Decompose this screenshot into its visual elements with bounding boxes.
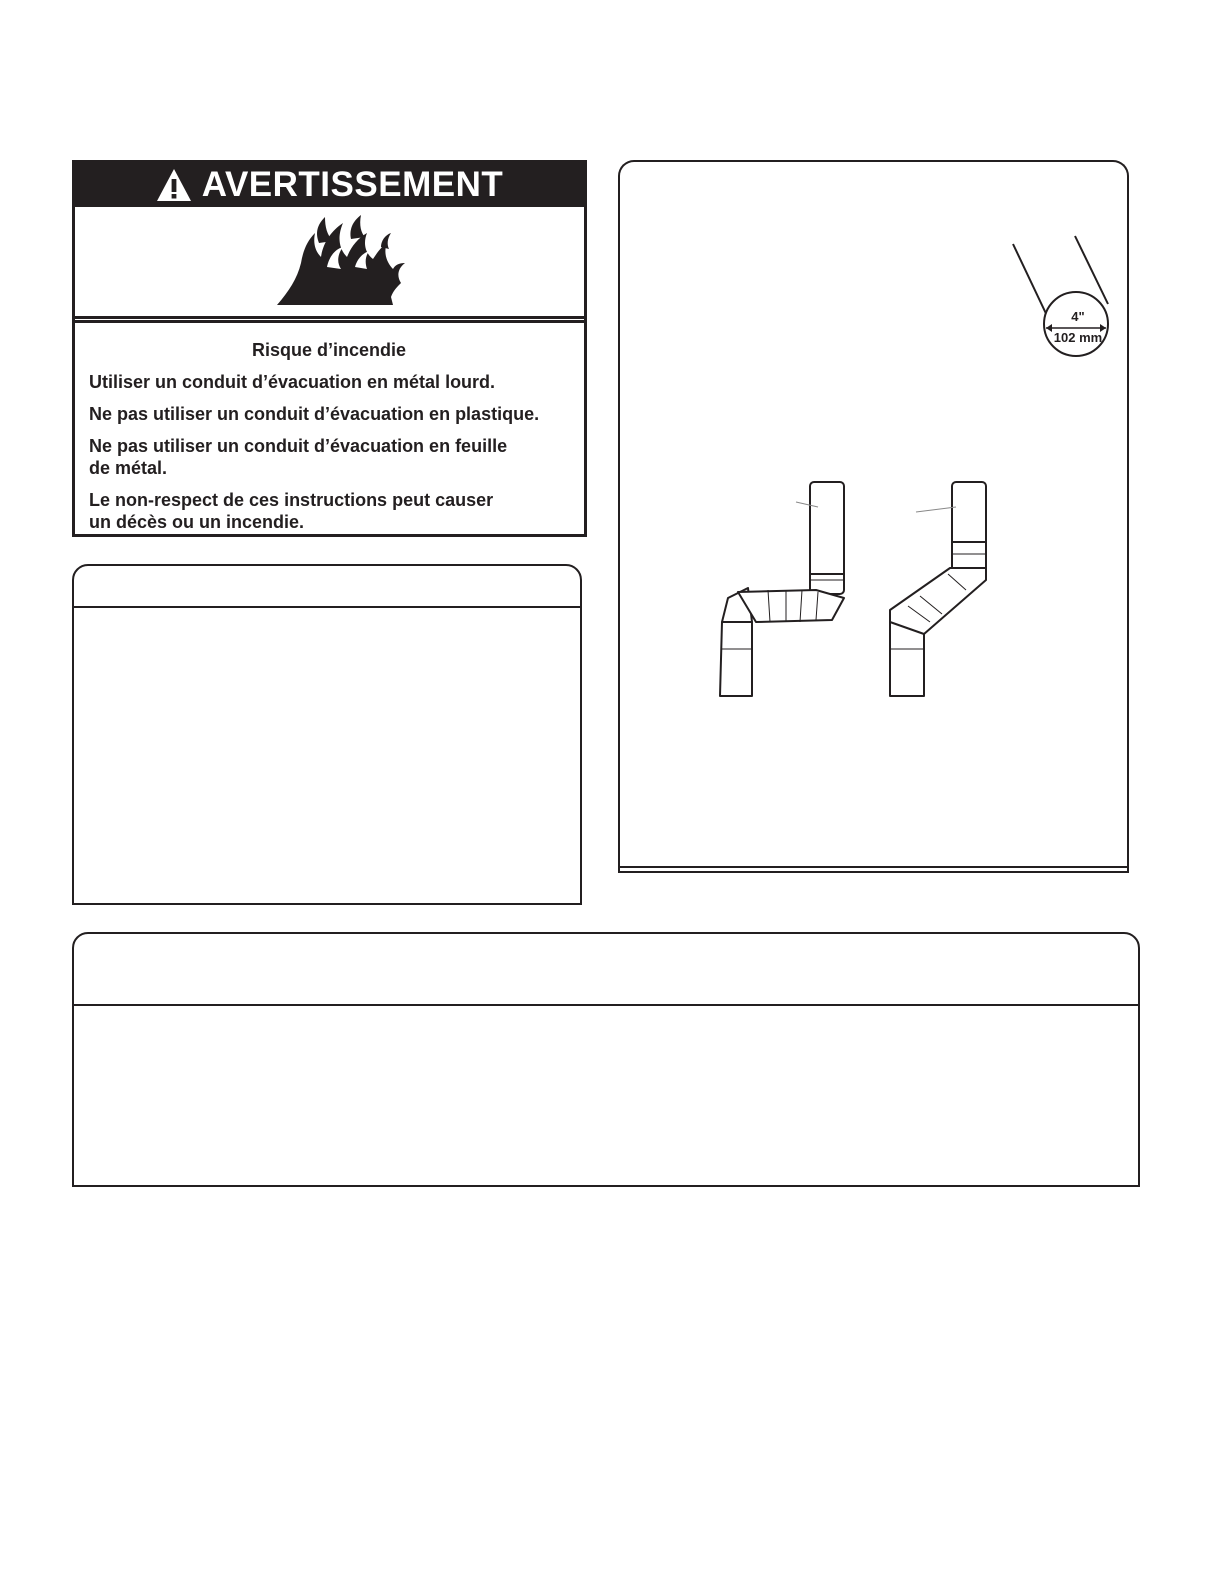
vent-panel-bottom-rule [618,866,1129,873]
vent-diagram [620,162,1127,867]
bottom-info-panel [72,932,1140,1187]
warning-title: Risque d’incendie [251,340,407,360]
warning-line-heavy-metal: Utiliser un conduit d’évacuation en métal lourd. [89,372,496,392]
offset-duct-right [890,482,986,696]
vent-diagram-panel [618,160,1129,873]
warning-triangle-icon [156,168,192,202]
left-panel-header-rule [74,606,580,608]
fire-hazard-icon [75,207,584,319]
warning-divider [75,320,584,323]
duct-diameter-inches: 4" [1071,309,1085,324]
warning-body [89,339,569,543]
left-info-panel [72,564,582,905]
warning-header-text: AVERTISSEMENT [201,165,504,204]
fire-warning-box [72,160,587,537]
duct-diameter-mm: 102 mm [1053,330,1103,345]
warning-line-no-plastic: Ne pas utiliser un conduit d’évacuation en plastique. [89,404,540,424]
elbow-duct-left [720,482,844,696]
duct-diameter-figure [1013,236,1108,356]
fire-figure [75,207,584,319]
bottom-panel-header-rule [74,1004,1138,1006]
warning-line-no-foil: Ne pas utiliser un conduit d’évacuation en feuille de métal. [89,436,508,478]
warning-header [75,163,584,207]
warning-line-consequence: Le non-respect de ces instructions peut causer un décès ou un incendie. [89,490,494,532]
